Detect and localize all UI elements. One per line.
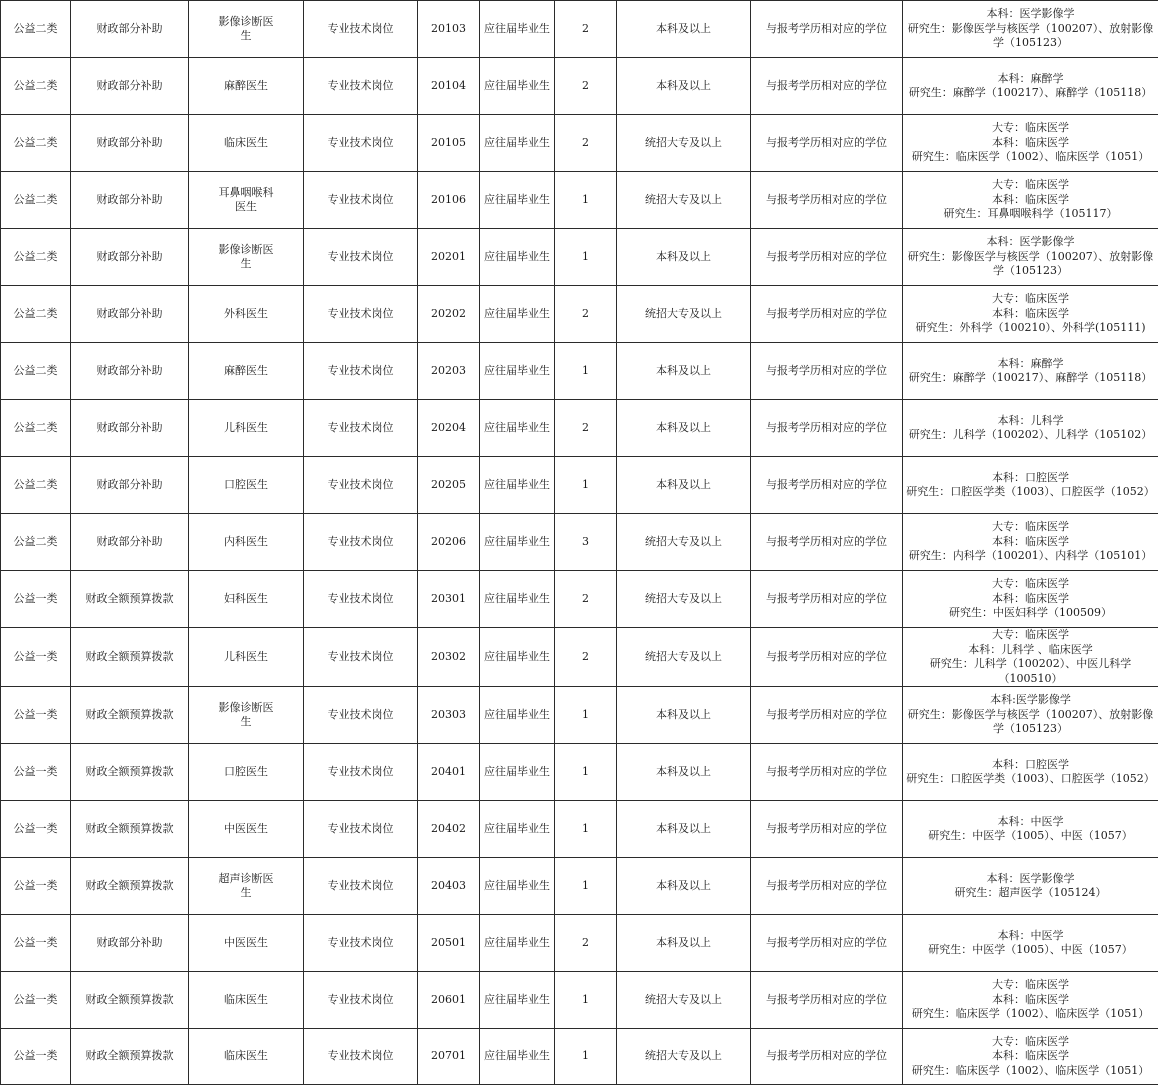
major-line: 本科：口腔医学 <box>905 758 1156 773</box>
major-line: 研究生：中医妇科学（100509） <box>905 606 1156 621</box>
post-code-cell: 20303 <box>418 687 480 744</box>
post-code-cell: 20402 <box>418 801 480 858</box>
major-requirement-cell <box>903 1 1158 58</box>
major-line: 研究生：中医学（1005）、中医（1057） <box>905 829 1156 844</box>
headcount-cell: 2 <box>555 628 617 687</box>
post-name-cell: 超声诊断医生 <box>189 858 304 915</box>
table-row <box>1 286 1158 343</box>
applicant-cell: 应往届毕业生 <box>480 915 555 972</box>
funding-cell: 财政全额预算拨款 <box>71 1029 189 1085</box>
category-cell: 公益二类 <box>1 172 71 229</box>
major-line: 大专：临床医学 <box>905 178 1156 193</box>
degree-cell: 与报考学历相对应的学位 <box>751 628 903 687</box>
post-type-cell: 专业技术岗位 <box>304 229 418 286</box>
applicant-cell: 应往届毕业生 <box>480 286 555 343</box>
headcount-cell: 1 <box>555 801 617 858</box>
post-name-cell: 儿科医生 <box>189 628 304 687</box>
major-line: 研究生：口腔医学类（1003）、口腔医学（1052） <box>905 485 1156 500</box>
education-cell: 统招大专及以上 <box>617 571 751 628</box>
major-requirement-cell <box>903 571 1158 628</box>
funding-cell: 财政部分补助 <box>71 229 189 286</box>
post-name-cell: 影像诊断医生 <box>189 229 304 286</box>
major-requirement-cell <box>903 687 1158 744</box>
table-row <box>1 744 1158 801</box>
post-name-cell: 中医医生 <box>189 915 304 972</box>
major-line: 研究生：儿科学（100202）、儿科学（105102） <box>905 428 1156 443</box>
funding-cell: 财政部分补助 <box>71 915 189 972</box>
post-type-cell: 专业技术岗位 <box>304 571 418 628</box>
major-line: 研究生：口腔医学类（1003）、口腔医学（1052） <box>905 772 1156 787</box>
applicant-cell: 应往届毕业生 <box>480 801 555 858</box>
post-name-cell: 外科医生 <box>189 286 304 343</box>
post-type-cell: 专业技术岗位 <box>304 457 418 514</box>
post-type-cell: 专业技术岗位 <box>304 858 418 915</box>
major-line: 研究生：耳鼻咽喉科学（105117） <box>905 207 1156 222</box>
funding-cell: 财政部分补助 <box>71 115 189 172</box>
education-cell: 本科及以上 <box>617 687 751 744</box>
major-line: 研究生：麻醉学（100217）、麻醉学（105118） <box>905 86 1156 101</box>
major-requirement-cell <box>903 1029 1158 1085</box>
major-line: 本科：儿科学 、临床医学 <box>905 643 1156 658</box>
funding-cell: 财政全额预算拨款 <box>71 801 189 858</box>
major-line: 本科：中医学 <box>905 929 1156 944</box>
post-code-cell: 20403 <box>418 858 480 915</box>
funding-cell: 财政部分补助 <box>71 343 189 400</box>
category-cell: 公益一类 <box>1 687 71 744</box>
funding-cell: 财政部分补助 <box>71 514 189 571</box>
applicant-cell: 应往届毕业生 <box>480 687 555 744</box>
major-line: 本科：儿科学 <box>905 414 1156 429</box>
major-requirement-cell <box>903 972 1158 1029</box>
headcount-cell: 1 <box>555 1029 617 1085</box>
headcount-cell: 3 <box>555 514 617 571</box>
major-requirement-cell <box>903 400 1158 457</box>
category-cell: 公益二类 <box>1 115 71 172</box>
degree-cell: 与报考学历相对应的学位 <box>751 229 903 286</box>
table-row <box>1 687 1158 744</box>
post-code-cell: 20302 <box>418 628 480 687</box>
headcount-cell: 1 <box>555 229 617 286</box>
major-line: 研究生：儿科学（100202）、中医儿科学（100510） <box>905 657 1156 686</box>
category-cell: 公益二类 <box>1 286 71 343</box>
major-line: 研究生：外科学（100210）、外科学(105111) <box>905 321 1156 336</box>
major-requirement-cell <box>903 858 1158 915</box>
post-name-cell: 耳鼻咽喉科医生 <box>189 172 304 229</box>
major-requirement-cell <box>903 172 1158 229</box>
post-type-cell: 专业技术岗位 <box>304 514 418 571</box>
education-cell: 本科及以上 <box>617 801 751 858</box>
post-name-cell: 影像诊断医生 <box>189 687 304 744</box>
major-line: 本科：临床医学 <box>905 592 1156 607</box>
education-cell: 统招大专及以上 <box>617 172 751 229</box>
major-line: 本科：临床医学 <box>905 307 1156 322</box>
headcount-cell: 2 <box>555 58 617 115</box>
post-type-cell: 专业技术岗位 <box>304 1029 418 1085</box>
applicant-cell: 应往届毕业生 <box>480 229 555 286</box>
funding-cell: 财政部分补助 <box>71 172 189 229</box>
applicant-cell: 应往届毕业生 <box>480 628 555 687</box>
major-line: 研究生：超声医学（105124） <box>905 886 1156 901</box>
applicant-cell: 应往届毕业生 <box>480 457 555 514</box>
funding-cell: 财政部分补助 <box>71 400 189 457</box>
headcount-cell: 1 <box>555 343 617 400</box>
post-type-cell: 专业技术岗位 <box>304 172 418 229</box>
education-cell: 本科及以上 <box>617 744 751 801</box>
applicant-cell: 应往届毕业生 <box>480 400 555 457</box>
education-cell: 统招大专及以上 <box>617 115 751 172</box>
category-cell: 公益一类 <box>1 972 71 1029</box>
major-line: 研究生：麻醉学（100217）、麻醉学（105118） <box>905 371 1156 386</box>
post-code-cell: 20301 <box>418 571 480 628</box>
category-cell: 公益一类 <box>1 801 71 858</box>
education-cell: 本科及以上 <box>617 229 751 286</box>
major-requirement-cell <box>903 801 1158 858</box>
headcount-cell: 2 <box>555 571 617 628</box>
category-cell: 公益一类 <box>1 915 71 972</box>
category-cell: 公益一类 <box>1 571 71 628</box>
education-cell: 统招大专及以上 <box>617 286 751 343</box>
funding-cell: 财政全额预算拨款 <box>71 858 189 915</box>
table-row <box>1 1029 1158 1085</box>
applicant-cell: 应往届毕业生 <box>480 58 555 115</box>
degree-cell: 与报考学历相对应的学位 <box>751 58 903 115</box>
table-row <box>1 1 1158 58</box>
headcount-cell: 1 <box>555 972 617 1029</box>
major-line: 大专：临床医学 <box>905 121 1156 136</box>
degree-cell: 与报考学历相对应的学位 <box>751 400 903 457</box>
post-code-cell: 20202 <box>418 286 480 343</box>
table-row <box>1 229 1158 286</box>
category-cell: 公益二类 <box>1 1 71 58</box>
funding-cell: 财政部分补助 <box>71 457 189 514</box>
post-code-cell: 20204 <box>418 400 480 457</box>
major-line: 大专：临床医学 <box>905 1035 1156 1050</box>
post-type-cell: 专业技术岗位 <box>304 687 418 744</box>
headcount-cell: 1 <box>555 858 617 915</box>
category-cell: 公益一类 <box>1 628 71 687</box>
post-name-cell: 麻醉医生 <box>189 343 304 400</box>
major-line: 研究生：临床医学（1002）、临床医学（1051） <box>905 1064 1156 1079</box>
degree-cell: 与报考学历相对应的学位 <box>751 514 903 571</box>
post-name-cell: 儿科医生 <box>189 400 304 457</box>
table-row <box>1 58 1158 115</box>
table-row <box>1 972 1158 1029</box>
table-row <box>1 514 1158 571</box>
degree-cell: 与报考学历相对应的学位 <box>751 457 903 514</box>
major-requirement-cell <box>903 915 1158 972</box>
headcount-cell: 2 <box>555 1 617 58</box>
post-code-cell: 20105 <box>418 115 480 172</box>
degree-cell: 与报考学历相对应的学位 <box>751 115 903 172</box>
post-type-cell: 专业技术岗位 <box>304 972 418 1029</box>
post-code-cell: 20205 <box>418 457 480 514</box>
major-line: 大专：临床医学 <box>905 628 1156 643</box>
post-type-cell: 专业技术岗位 <box>304 915 418 972</box>
education-cell: 统招大专及以上 <box>617 972 751 1029</box>
category-cell: 公益二类 <box>1 343 71 400</box>
headcount-cell: 1 <box>555 457 617 514</box>
degree-cell: 与报考学历相对应的学位 <box>751 801 903 858</box>
degree-cell: 与报考学历相对应的学位 <box>751 172 903 229</box>
major-line: 本科：临床医学 <box>905 193 1156 208</box>
applicant-cell: 应往届毕业生 <box>480 858 555 915</box>
major-line: 本科：医学影像学 <box>905 235 1156 250</box>
post-name-cell: 临床医生 <box>189 972 304 1029</box>
education-cell: 本科及以上 <box>617 457 751 514</box>
post-code-cell: 20104 <box>418 58 480 115</box>
post-type-cell: 专业技术岗位 <box>304 400 418 457</box>
post-type-cell: 专业技术岗位 <box>304 115 418 172</box>
degree-cell: 与报考学历相对应的学位 <box>751 858 903 915</box>
applicant-cell: 应往届毕业生 <box>480 1029 555 1085</box>
post-code-cell: 20106 <box>418 172 480 229</box>
education-cell: 本科及以上 <box>617 400 751 457</box>
major-requirement-cell <box>903 744 1158 801</box>
post-code-cell: 20501 <box>418 915 480 972</box>
education-cell: 本科及以上 <box>617 58 751 115</box>
major-line: 本科：医学影像学 <box>905 872 1156 887</box>
education-cell: 本科及以上 <box>617 1 751 58</box>
major-line: 本科:医学影像学 <box>905 693 1156 708</box>
post-code-cell: 20401 <box>418 744 480 801</box>
major-line: 大专：临床医学 <box>905 577 1156 592</box>
post-code-cell: 20701 <box>418 1029 480 1085</box>
post-type-cell: 专业技术岗位 <box>304 744 418 801</box>
post-name-cell: 临床医生 <box>189 115 304 172</box>
table-row <box>1 628 1158 687</box>
category-cell: 公益二类 <box>1 457 71 514</box>
degree-cell: 与报考学历相对应的学位 <box>751 915 903 972</box>
headcount-cell: 2 <box>555 400 617 457</box>
education-cell: 本科及以上 <box>617 915 751 972</box>
applicant-cell: 应往届毕业生 <box>480 115 555 172</box>
applicant-cell: 应往届毕业生 <box>480 1 555 58</box>
major-requirement-cell <box>903 229 1158 286</box>
degree-cell: 与报考学历相对应的学位 <box>751 571 903 628</box>
category-cell: 公益一类 <box>1 858 71 915</box>
table-row <box>1 801 1158 858</box>
post-code-cell: 20601 <box>418 972 480 1029</box>
funding-cell: 财政全额预算拨款 <box>71 628 189 687</box>
major-line: 研究生：内科学（100201）、内科学（105101） <box>905 549 1156 564</box>
headcount-cell: 2 <box>555 915 617 972</box>
major-requirement-cell <box>903 628 1158 687</box>
degree-cell: 与报考学历相对应的学位 <box>751 286 903 343</box>
major-line: 本科：临床医学 <box>905 136 1156 151</box>
major-requirement-cell <box>903 58 1158 115</box>
major-line: 研究生：影像医学与核医学（100207）、放射影像学（105123） <box>905 22 1156 51</box>
major-line: 本科：中医学 <box>905 815 1156 830</box>
education-cell: 统招大专及以上 <box>617 1029 751 1085</box>
major-requirement-cell <box>903 457 1158 514</box>
education-cell: 统招大专及以上 <box>617 628 751 687</box>
degree-cell: 与报考学历相对应的学位 <box>751 744 903 801</box>
major-line: 研究生：影像医学与核医学（100207）、放射影像学（105123） <box>905 250 1156 279</box>
major-line: 本科：医学影像学 <box>905 7 1156 22</box>
headcount-cell: 2 <box>555 286 617 343</box>
post-type-cell: 专业技术岗位 <box>304 1 418 58</box>
table-row <box>1 915 1158 972</box>
funding-cell: 财政全额预算拨款 <box>71 571 189 628</box>
category-cell: 公益二类 <box>1 58 71 115</box>
funding-cell: 财政部分补助 <box>71 1 189 58</box>
table-row <box>1 858 1158 915</box>
post-name-cell: 临床医生 <box>189 1029 304 1085</box>
degree-cell: 与报考学历相对应的学位 <box>751 1029 903 1085</box>
degree-cell: 与报考学历相对应的学位 <box>751 687 903 744</box>
headcount-cell: 1 <box>555 687 617 744</box>
table-row <box>1 172 1158 229</box>
post-type-cell: 专业技术岗位 <box>304 343 418 400</box>
category-cell: 公益二类 <box>1 514 71 571</box>
major-line: 本科：口腔医学 <box>905 471 1156 486</box>
major-requirement-cell <box>903 115 1158 172</box>
headcount-cell: 1 <box>555 744 617 801</box>
applicant-cell: 应往届毕业生 <box>480 514 555 571</box>
table-row <box>1 115 1158 172</box>
post-name-cell: 口腔医生 <box>189 457 304 514</box>
major-requirement-cell <box>903 286 1158 343</box>
major-line: 研究生：临床医学（1002）、临床医学（1051） <box>905 1007 1156 1022</box>
post-code-cell: 20201 <box>418 229 480 286</box>
major-line: 本科：麻醉学 <box>905 72 1156 87</box>
education-cell: 本科及以上 <box>617 343 751 400</box>
degree-cell: 与报考学历相对应的学位 <box>751 343 903 400</box>
post-name-cell: 内科医生 <box>189 514 304 571</box>
applicant-cell: 应往届毕业生 <box>480 972 555 1029</box>
major-line: 大专：临床医学 <box>905 978 1156 993</box>
education-cell: 本科及以上 <box>617 858 751 915</box>
degree-cell: 与报考学历相对应的学位 <box>751 1 903 58</box>
category-cell: 公益一类 <box>1 1029 71 1085</box>
post-code-cell: 20203 <box>418 343 480 400</box>
table-row <box>1 400 1158 457</box>
major-requirement-cell <box>903 343 1158 400</box>
table-row <box>1 343 1158 400</box>
education-cell: 统招大专及以上 <box>617 514 751 571</box>
post-code-cell: 20103 <box>418 1 480 58</box>
post-name-cell: 中医医生 <box>189 801 304 858</box>
major-line: 研究生：影像医学与核医学（100207）、放射影像学（105123） <box>905 708 1156 737</box>
funding-cell: 财政全额预算拨款 <box>71 744 189 801</box>
major-line: 本科：麻醉学 <box>905 357 1156 372</box>
major-line: 大专：临床医学 <box>905 292 1156 307</box>
major-line: 大专：临床医学 <box>905 520 1156 535</box>
category-cell: 公益二类 <box>1 400 71 457</box>
post-name-cell: 影像诊断医生 <box>189 1 304 58</box>
degree-cell: 与报考学历相对应的学位 <box>751 972 903 1029</box>
post-code-cell: 20206 <box>418 514 480 571</box>
post-name-cell: 妇科医生 <box>189 571 304 628</box>
funding-cell: 财政部分补助 <box>71 58 189 115</box>
major-requirement-cell <box>903 514 1158 571</box>
major-line: 本科：临床医学 <box>905 993 1156 1008</box>
major-line: 本科：临床医学 <box>905 1049 1156 1064</box>
post-type-cell: 专业技术岗位 <box>304 58 418 115</box>
headcount-cell: 2 <box>555 115 617 172</box>
major-line: 研究生：临床医学（1002）、临床医学（1051） <box>905 150 1156 165</box>
category-cell: 公益二类 <box>1 229 71 286</box>
funding-cell: 财政全额预算拨款 <box>71 972 189 1029</box>
post-type-cell: 专业技术岗位 <box>304 286 418 343</box>
applicant-cell: 应往届毕业生 <box>480 571 555 628</box>
post-name-cell: 口腔医生 <box>189 744 304 801</box>
post-type-cell: 专业技术岗位 <box>304 628 418 687</box>
applicant-cell: 应往届毕业生 <box>480 744 555 801</box>
funding-cell: 财政全额预算拨款 <box>71 687 189 744</box>
headcount-cell: 1 <box>555 172 617 229</box>
applicant-cell: 应往届毕业生 <box>480 172 555 229</box>
post-name-cell: 麻醉医生 <box>189 58 304 115</box>
major-line: 研究生：中医学（1005）、中医（1057） <box>905 943 1156 958</box>
table-body <box>1 1 1158 1085</box>
major-line: 本科：临床医学 <box>905 535 1156 550</box>
post-type-cell: 专业技术岗位 <box>304 801 418 858</box>
table-row <box>1 571 1158 628</box>
funding-cell: 财政部分补助 <box>71 286 189 343</box>
applicant-cell: 应往届毕业生 <box>480 343 555 400</box>
table-row <box>1 457 1158 514</box>
category-cell: 公益一类 <box>1 744 71 801</box>
